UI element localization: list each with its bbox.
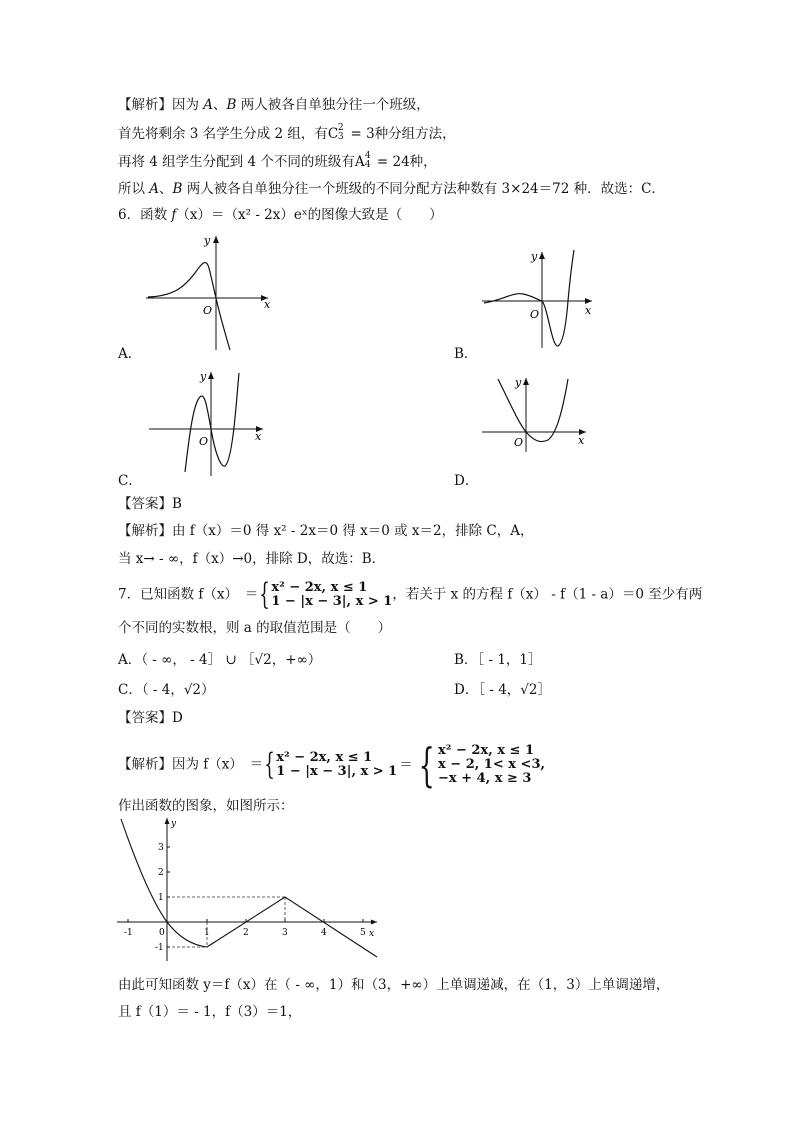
- y-tick-label: 2: [158, 868, 164, 878]
- prev-solution-line-2: 首先将剩余 3 名学生分成 2 组，有C 2 3 = 3种分组方法，: [118, 123, 456, 142]
- q7-stem-1: 7．已知函数 f（x） ＝{ x² − 2x, x ≤ 1 1 − |x − 3|, x > 1 ，若关于 x 的方程 f（x） - f（1 - a）＝0 至少有两: [118, 577, 703, 612]
- x-tick-label: 2: [243, 928, 249, 938]
- x-tick-label: 5: [360, 928, 366, 938]
- q7-option-d[interactable]: D．［ - 4，√2］: [454, 682, 552, 698]
- q7-answer: 【答案】D: [118, 710, 183, 726]
- y-tick-label: 3: [158, 843, 164, 853]
- x-axis-arrow: [371, 920, 377, 925]
- piecewise-original: x² − 2x, x ≤ 1 1 − |x − 3|, x > 1: [276, 750, 398, 779]
- axis-x-label: x: [369, 929, 375, 939]
- origin-label: O: [514, 436, 524, 449]
- q7-conclusion-2: 且 f（1）＝ - 1，f（3）＝1，: [118, 1004, 302, 1020]
- q7-analysis-piecewise: 【解析】因为 f（x） ＝{ x² − 2x, x ≤ 1 1 − |x − 3|, x > 1 ＝ { x² − 2x, x ≤ 1 x − 2, 1< x <3, −x + 4, x ≥ 3: [118, 738, 546, 792]
- y-tick-label: -1: [155, 943, 164, 953]
- q6-option-d-label[interactable]: D．: [454, 473, 479, 489]
- arrangement-formula: A 4 4: [354, 151, 371, 170]
- brace: {: [418, 738, 435, 792]
- y-axis-arrow: [213, 236, 219, 243]
- origin-label: O: [530, 308, 540, 321]
- prev-solution-line-1: 【解析】因为 A、B 两人被各自单独分往一个班级，: [118, 97, 430, 113]
- prev-solution-line-3: 再将 4 组学生分配到 4 个不同的班级有A 4 4 = 24种，: [118, 151, 437, 170]
- q7-graph-intro: 作出函数的图象，如图所示：: [118, 798, 294, 814]
- q6-graph-a: [140, 228, 280, 353]
- y-axis-arrow: [523, 378, 529, 385]
- y-axis-arrow: [539, 252, 545, 259]
- curve: [185, 373, 239, 472]
- analysis-tag: 【解析】: [118, 97, 172, 113]
- q7-stem-2: 个不同的实数根，则 a 的取值范围是（ ）: [118, 620, 392, 636]
- curve: [148, 263, 230, 350]
- axis-x-label: x: [264, 298, 271, 311]
- q6-graph-b: [478, 248, 598, 356]
- q7-function-graph: [115, 815, 385, 963]
- axis-y-label: y: [204, 234, 211, 247]
- prev-solution-line-4: 所以 A、B 两人被各自单独分往一个班级的不同分配方法种数有 3×24＝72 种．故选：C．: [118, 181, 665, 197]
- q6-option-b-label[interactable]: B．: [454, 346, 478, 362]
- y-axis-arrow: [165, 818, 170, 824]
- q6-graph-c: [145, 368, 270, 478]
- origin-label: O: [199, 435, 209, 448]
- x-tick-label: 4: [321, 928, 327, 938]
- brace: {: [259, 577, 271, 612]
- origin-label: O: [203, 304, 213, 317]
- q6-answer: 【答案】B: [118, 496, 182, 512]
- q6-analysis-1: 【解析】由 f（x）＝0 得 x² - 2x＝0 得 x＝0 或 x＝2，排除 C，A，: [118, 523, 534, 539]
- axis-x-label: x: [585, 304, 592, 317]
- axis-y-label: y: [531, 250, 538, 263]
- q7-option-b[interactable]: B．［ - 1，1］: [454, 652, 542, 668]
- curve: [484, 250, 574, 346]
- q7-option-c[interactable]: C．（ - 4，√2）: [118, 682, 215, 698]
- y-axis-arrow: [208, 372, 214, 379]
- q6-analysis-2: 当 x→ - ∞，f（x）→0，排除 D，故选：B．: [118, 551, 386, 567]
- piecewise-definition: x² − 2x, x ≤ 1 1 − |x − 3|, x > 1: [271, 580, 393, 609]
- q6-graph-d: [478, 374, 593, 454]
- x-tick-label: 0: [159, 928, 165, 938]
- q7-conclusion-1: 由此可知函数 y＝f（x）在（ - ∞，1）和（3，+∞）上单调递减，在（1，3）上单调递增，: [118, 977, 670, 993]
- x-tick-label: 1: [204, 928, 210, 938]
- y-tick-label: 1: [158, 893, 164, 903]
- combination-formula: C 2 3: [327, 123, 344, 142]
- x-tick-label: -1: [124, 928, 133, 938]
- q6-option-a-label[interactable]: A．: [118, 346, 142, 362]
- q6-stem: 6．函数 f（x）＝（x² - 2x）eˣ的图像大致是（ ）: [118, 207, 443, 223]
- axis-y-label: y: [200, 370, 207, 383]
- q6-option-c-label[interactable]: C．: [118, 473, 142, 489]
- axis-x-label: x: [578, 434, 585, 447]
- x-tick-label: 3: [282, 928, 288, 938]
- q7-option-a[interactable]: A．（ - ∞， - 4］ ∪ ［√2，+∞）: [118, 652, 322, 668]
- axis-x-label: x: [255, 430, 262, 443]
- piecewise-expanded: x² − 2x, x ≤ 1 x − 2, 1< x <3, −x + 4, x ≥ 3: [438, 743, 546, 786]
- axis-y-label: y: [515, 376, 522, 389]
- axis-y-label: y: [171, 819, 177, 829]
- brace: {: [264, 747, 275, 782]
